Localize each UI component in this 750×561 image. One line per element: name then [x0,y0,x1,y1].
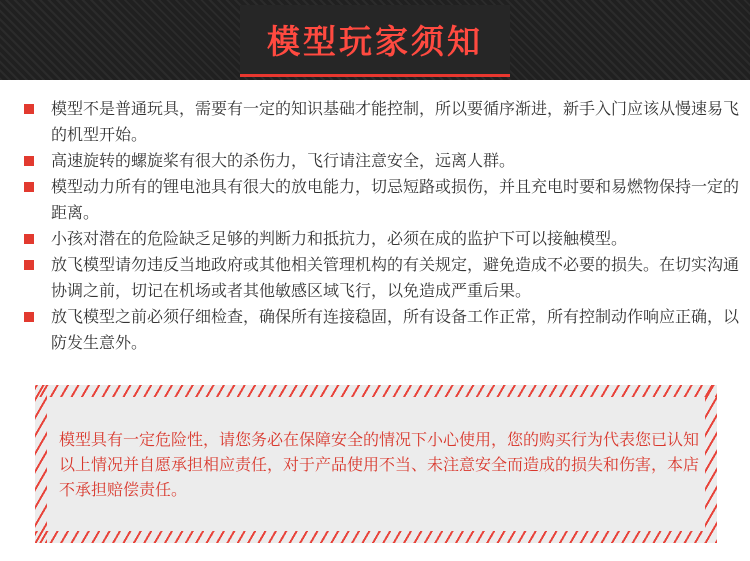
hazard-stripe-border [35,531,717,543]
rule-text: 模型不是普通玩具，需要有一定的知识基础才能控制，所以要循序渐进，新手入门应该从慢速易飞的机型开始。 [51,99,740,144]
square-bullet-icon [24,104,34,114]
square-bullet-icon [24,312,34,322]
square-bullet-icon [24,182,34,192]
rules-list [24,96,740,356]
rule-item [24,174,740,226]
square-bullet-icon [24,234,34,244]
title-box [240,5,510,77]
hazard-stripe-border [35,385,47,543]
rule-text: 放飞模型之前必须仔细检查，确保所有连接稳固，所有设备工作正常，所有控制动作响应正确，以防发生意外。 [51,307,740,352]
rule-item [24,148,740,174]
rule-item [24,226,740,252]
rule-text: 放飞模型请勿违反当地政府或其他相关管理机构的有关规定，避免造成不必要的损失。在切实沟通协调之前，切记在机场或者其他敏感区域飞行，以免造成严重后果。 [51,255,740,300]
disclaimer-box [35,385,717,543]
page-title: 模型玩家须知 [267,22,483,61]
rule-text: 小孩对潜在的危险缺乏足够的判断力和抵抗力，必须在成的监护下可以接触模型。 [51,229,628,248]
square-bullet-icon [24,156,34,166]
square-bullet-icon [24,260,34,270]
disclaimer-text: 模型具有一定危险性，请您务必在保障安全的情况下小心使用，您的购买行为代表您已认知以上情况并自愿承担相应责任，对于产品使用不当、未注意安全而造成的损失和伤害，本店不承担赔偿责任。 [59,430,700,499]
rule-text: 模型动力所有的锂电池具有很大的放电能力，切忌短路或损伤，并且充电时要和易燃物保持一定的距离。 [51,177,740,222]
rule-item [24,304,740,356]
hazard-stripe-border [35,385,717,397]
rule-item [24,252,740,304]
rule-text: 高速旋转的螺旋桨有很大的杀伤力，飞行请注意安全，远离人群。 [51,151,516,170]
rule-item [24,96,740,148]
hazard-stripe-border [705,385,717,543]
header-banner [0,0,750,80]
